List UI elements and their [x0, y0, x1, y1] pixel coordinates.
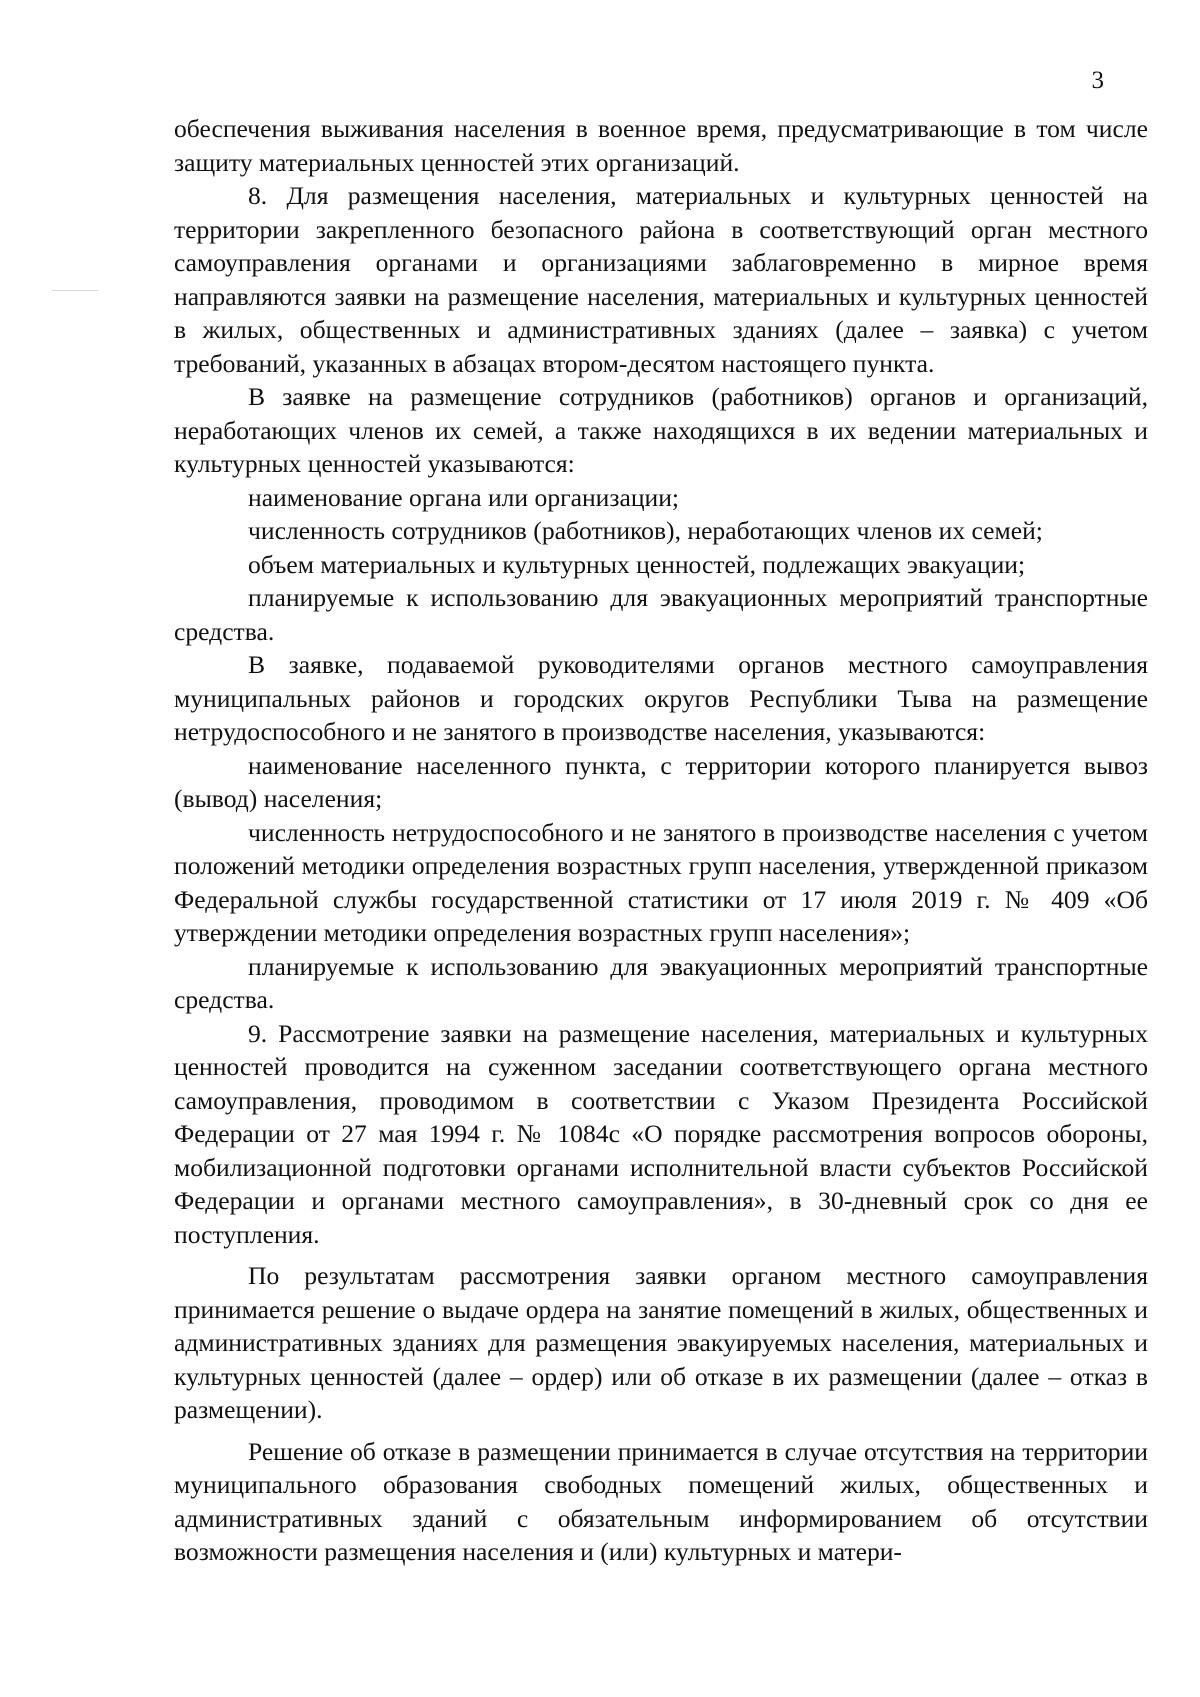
paragraph-continuation: обеспечения выживания населения в военное время, предусматривающие в том числе защиту материальных ценностей этих организаций.	[174, 114, 1148, 177]
page-number: 3	[1091, 67, 1104, 94]
paragraph-refusal: Решение об отказе в размещении принимается в случае отсутствия на территории муниципального образования свободных помещений жилых, общественных и административных зданий с обязательным информированием об отсутствии возможности размещения населения и (или) культурных и матери-	[174, 1436, 1148, 1566]
scan-mark	[52, 290, 98, 291]
paragraph-item-9: 9. Рассмотрение заявки на размещение населения, материальных и культурных ценностей проводится на суженном заседании соответствующего органа местного самоуправления, проводимом в соответствии с Указом Президента Российской Федерации от 27 мая 1994 г. № 1084с «О порядке рассмотрения вопросов обороны, мобилизационной подготовки органами исполнительной власти субъектов Российской Федерации и органами местного самоуправления», в 30-дневный срок со дня ее поступления.	[174, 1018, 1148, 1249]
list-item-population-count: численность нетрудоспособного и не занятого в производстве населения с учетом положений методики определения возрастных групп населения, утвержденной приказом Федеральной службы государственной статистики от 17 июля 2019 г. № 409 «Об утверждении методики определения возрастных групп населения»;	[174, 817, 1148, 947]
list-item-values-volume: объем материальных и культурных ценностей, подлежащих эвакуации;	[248, 549, 1026, 579]
list-item-organization-name: наименование органа или организации;	[248, 482, 680, 512]
list-item-settlement-name: наименование населенного пункта, с территории которого планируется вывоз (вывод) населения;	[174, 750, 1148, 813]
paragraph-decision: По результатам рассмотрения заявки органом местного самоуправления принимается решение о выдаче ордера на занятие помещений в жилых, общественных и административных зданиях для размещения эвакуируемых населения, материальных и культурных ценностей (далее – ордер) или об отказе в их размещении (далее – отказ в размещении).	[174, 1261, 1148, 1424]
list-item-employee-count: численность сотрудников (работников), неработающих членов их семей;	[248, 516, 1043, 545]
paragraph-request-municipal: В заявке, подаваемой руководителями органов местного самоуправления муниципальных районов и городских округов Республики Тыва на размещение нетрудоспособного и не занятого в производстве населения, указываются:	[174, 650, 1148, 746]
paragraph-item-8: 8. Для размещения населения, материальных и культурных ценностей на территории закрепленного безопасного района в соответствующий орган местного самоуправления органами и организациями заблаговременно в мирное время направляются заявки на размещение населения, материальных и культурных ценностей в жилых, общественных и административных зданиях (далее – заявка) с учетом требований, указанных в абзацах втором-десятом настоящего пункта.	[174, 181, 1148, 378]
paragraph-request-organizations: В заявке на размещение сотрудников (работников) органов и организаций, неработающих членов их семей, а также находящихся в их ведении материальных и культурных ценностей указываются:	[174, 382, 1148, 478]
list-item-transport: планируемые к использованию для эвакуационных мероприятий транспортные средства.	[174, 583, 1148, 646]
document-body	[174, 112, 1148, 1569]
list-item-transport-municipal: планируемые к использованию для эвакуационных мероприятий транспортные средства.	[174, 951, 1148, 1014]
